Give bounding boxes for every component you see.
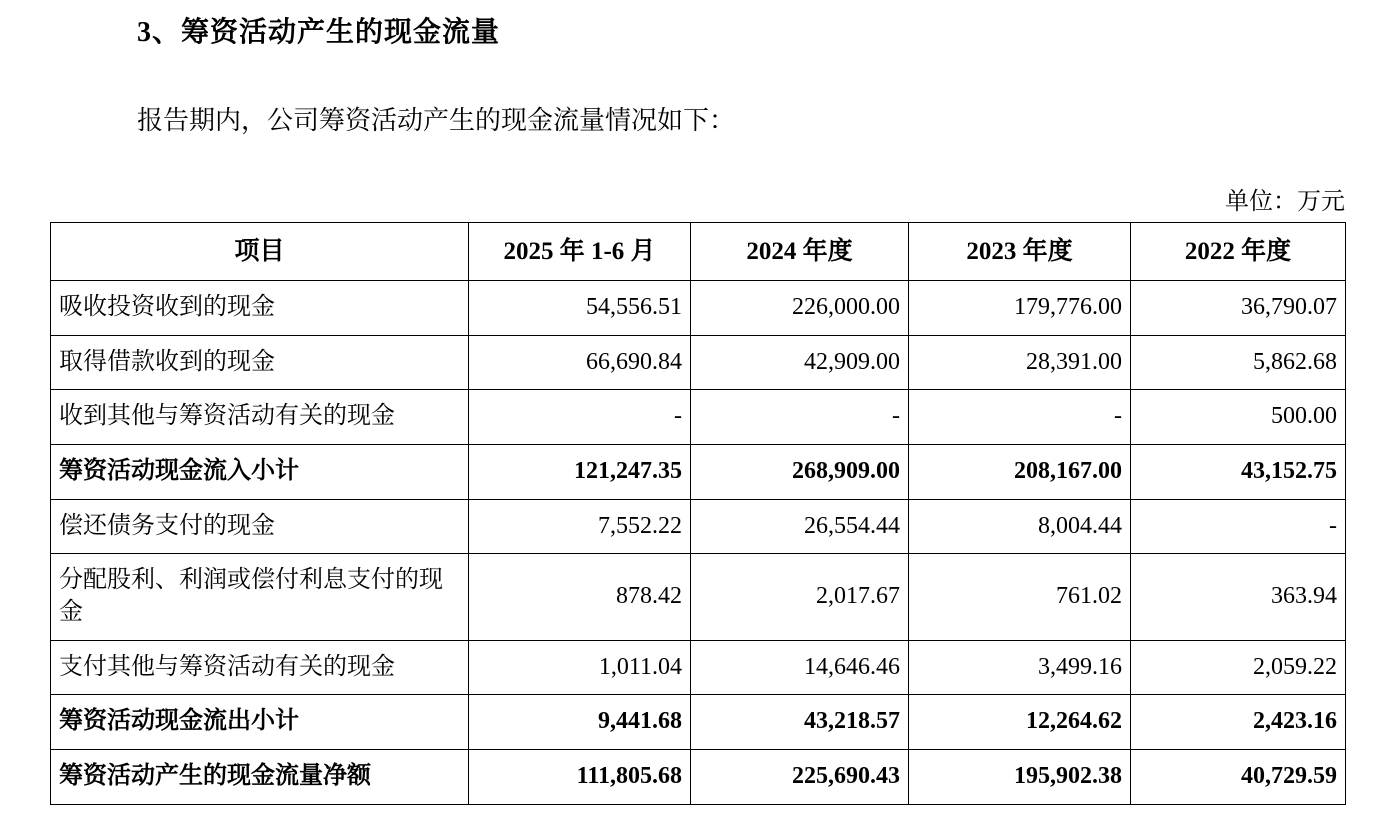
row-label: 分配股利、利润或偿付利息支付的现金 xyxy=(51,554,469,640)
row-value: 121,247.35 xyxy=(469,445,691,500)
row-value: 3,499.16 xyxy=(909,640,1131,695)
row-value: - xyxy=(1131,499,1346,554)
table-row xyxy=(51,445,1346,500)
row-value: 40,729.59 xyxy=(1131,750,1346,805)
row-label: 筹资活动现金流出小计 xyxy=(51,695,469,750)
row-value: 195,902.38 xyxy=(909,750,1131,805)
table-row xyxy=(51,750,1346,805)
row-value: 43,152.75 xyxy=(1131,445,1346,500)
row-value: 179,776.00 xyxy=(909,281,1131,336)
row-value: 2,423.16 xyxy=(1131,695,1346,750)
row-value: - xyxy=(469,390,691,445)
row-label: 筹资活动产生的现金流量净额 xyxy=(51,750,469,805)
row-value: 7,552.22 xyxy=(469,499,691,554)
row-value: 26,554.44 xyxy=(691,499,909,554)
row-value: 761.02 xyxy=(909,554,1131,640)
col-header-period: 2025 年 1-6 月 xyxy=(469,223,691,281)
intro-paragraph: 报告期内，公司筹资活动产生的现金流量情况如下： xyxy=(137,106,736,135)
row-value: 8,004.44 xyxy=(909,499,1131,554)
row-label: 支付其他与筹资活动有关的现金 xyxy=(51,640,469,695)
table-row xyxy=(51,499,1346,554)
row-value: 1,011.04 xyxy=(469,640,691,695)
row-value: 54,556.51 xyxy=(469,281,691,336)
row-value: 225,690.43 xyxy=(691,750,909,805)
row-value: - xyxy=(691,390,909,445)
table-row xyxy=(51,281,1346,336)
col-header-item: 项目 xyxy=(51,223,469,281)
col-header-period: 2022 年度 xyxy=(1131,223,1346,281)
row-value: 42,909.00 xyxy=(691,335,909,390)
cash-flow-table xyxy=(50,222,1346,805)
row-value: 363.94 xyxy=(1131,554,1346,640)
row-value: 9,441.68 xyxy=(469,695,691,750)
table-body xyxy=(51,281,1346,805)
row-value: 208,167.00 xyxy=(909,445,1131,500)
row-value: 111,805.68 xyxy=(469,750,691,805)
section-heading: 3、筹资活动产生的现金流量 xyxy=(137,17,501,48)
row-value: 226,000.00 xyxy=(691,281,909,336)
row-label: 取得借款收到的现金 xyxy=(51,335,469,390)
table-row xyxy=(51,335,1346,390)
row-value: 28,391.00 xyxy=(909,335,1131,390)
row-value: - xyxy=(909,390,1131,445)
row-value: 14,646.46 xyxy=(691,640,909,695)
unit-label: 单位：万元 xyxy=(1225,189,1345,215)
row-value: 500.00 xyxy=(1131,390,1346,445)
row-value: 5,862.68 xyxy=(1131,335,1346,390)
table-row xyxy=(51,390,1346,445)
row-label: 筹资活动现金流入小计 xyxy=(51,445,469,500)
row-value: 12,264.62 xyxy=(909,695,1131,750)
col-header-period: 2023 年度 xyxy=(909,223,1131,281)
table-row xyxy=(51,695,1346,750)
row-value: 43,218.57 xyxy=(691,695,909,750)
col-header-period: 2024 年度 xyxy=(691,223,909,281)
row-value: 66,690.84 xyxy=(469,335,691,390)
row-value: 36,790.07 xyxy=(1131,281,1346,336)
table-row xyxy=(51,554,1346,640)
row-value: 2,017.67 xyxy=(691,554,909,640)
row-value: 2,059.22 xyxy=(1131,640,1346,695)
row-value: 268,909.00 xyxy=(691,445,909,500)
table-header-row xyxy=(51,223,1346,281)
row-label: 收到其他与筹资活动有关的现金 xyxy=(51,390,469,445)
table-row xyxy=(51,640,1346,695)
row-label: 偿还债务支付的现金 xyxy=(51,499,469,554)
row-label: 吸收投资收到的现金 xyxy=(51,281,469,336)
row-value: 878.42 xyxy=(469,554,691,640)
